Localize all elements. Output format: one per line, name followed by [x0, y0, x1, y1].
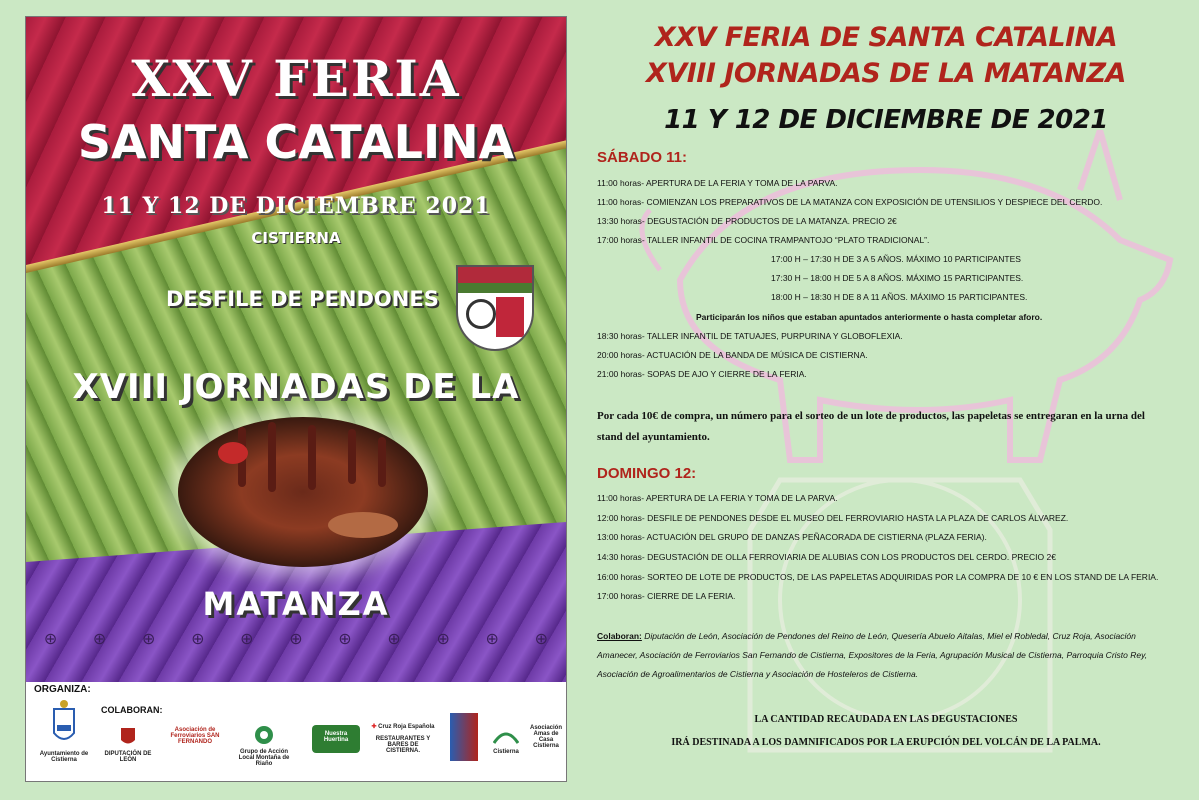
logo-label: DIPUTACIÓN DE LEÓN [104, 751, 152, 763]
event-poster [26, 17, 566, 781]
poster-desfile: DESFILE DE PENDONES [166, 287, 439, 311]
domingo-item: 13:00 horas- ACTUACIÓN DEL GRUPO DE DANZAS PEÑACORADA DE CISTIERNA (PLAZA FERIA). [597, 532, 987, 542]
colaboran-text: Diputación de León, Asociación de Pendones del Reino de León, Quesería Abuelo Aitalas, Miel el Robledal, Cruz Roja, Asociación Amanecer, Asociación de Ferroviarios San Fernando de Cistierna, Expositores de la Feria, Agrupación Musical de Cistierna, Parroquia Cristo Rey, Asociación de Agroalimentarios de Cistierna y Asociación de Hosteleros de Cistierna. [597, 631, 1148, 679]
logo-label: Asociación de Ferroviarios SAN FERNANDO [170, 727, 220, 745]
program-title-line1: XXV FERIA DE SANTA CATALINA [654, 22, 1118, 53]
domingo-item: 16:00 horas- SORTEO DE LOTE DE PRODUCTOS, DE LAS PAPELETAS ADQUIRIDAS POR LA COMPRA DE 10 € EN LOS STAND DE LA FERIA. [597, 572, 1159, 582]
sabado-item: 13:30 horas- DEGUSTACIÓN DE PRODUCTOS DE LA MATANZA. PRECIO 2€ [597, 216, 897, 226]
sorteo-notice: Por cada 10€ de compra, un número para el sorteo de un lote de productos, las papeletas se entregaran en la urna del stand del ayuntamiento. [597, 410, 1145, 443]
domingo-item: 12:00 horas- DESFILE DE PENDONES DESDE EL MUSEO DEL FERROVIARIO HASTA LA PLAZA DE CARLOS ÁLVAREZ. [597, 513, 1069, 523]
huertina-logo [312, 725, 360, 753]
colaboran-block [597, 627, 1167, 684]
logo-label: Cistierna [493, 749, 519, 755]
program-date: 11 Y 12 DE DICIEMBRE DE 2021 [664, 105, 1108, 135]
logo-label: Nuestra Huertina [323, 731, 349, 743]
colaboran-label: COLABORAN: [101, 705, 163, 715]
poster-title-line2: SANTA CATALINA [77, 115, 515, 169]
domingo-item: 14:30 horas- DEGUSTACIÓN DE OLLA FERROVIARIA DE ALUBIAS CON LOS PRODUCTOS DEL CERDO. PRECIO 2€ [597, 552, 1056, 562]
poster-date: 11 Y 12 DE DICIEMBRE 2021 [101, 193, 491, 219]
pendones-crest-icon [458, 267, 532, 349]
sabado-item: 20:00 horas- ACTUACIÓN DE LA BANDA DE MÚSICA DE CISTIERNA. [597, 350, 868, 360]
pendones-logo [450, 713, 478, 761]
program-title-line2: XVIII JORNADAS DE LA MATANZA [646, 58, 1126, 89]
logo-label: Grupo de Acción Local Montaña de Riaño [238, 749, 290, 767]
poster-town: CISTIERNA [251, 229, 341, 247]
poster-jornadas: XVIII JORNADAS DE LA [72, 367, 520, 407]
organiza-label: ORGANIZA: [34, 684, 91, 695]
logo-label: ✚ Cruz Roja Española [371, 724, 435, 730]
final-notice-line2: IRÁ DESTINADA A LOS DAMNIFICADOS POR LA ERUPCIÓN DEL VOLCÁN DE LA PALMA. [671, 737, 1101, 748]
domingo-item: 11:00 horas- APERTURA DE LA FERIA Y TOMA DE LA PARVA. [597, 493, 838, 503]
diputacion-logo [98, 727, 158, 763]
grupo-accion-logo [232, 725, 296, 767]
cruz-roja-logo [370, 723, 436, 754]
poster-matanza: MATANZA [202, 585, 390, 623]
amas-de-casa-logo [528, 725, 564, 749]
sabado-item: 18:30 horas- TALLER INFANTIL DE TATUAJES, PURPURINA Y GLOBOFLEXIA. [597, 331, 903, 341]
sabado-heading: SÁBADO 11: [597, 149, 688, 166]
colaboran-heading: Colaboran: [597, 631, 642, 641]
final-notice-line1: LA CANTIDAD RECAUDADA EN LAS DEGUSTACIONES [754, 714, 1018, 725]
ayuntamiento-logo [34, 699, 94, 763]
poster-crosses: ⊕ ⊕ ⊕ ⊕ ⊕ ⊕ ⊕ ⊕ ⊕ ⊕ ⊕ [43, 629, 549, 648]
logo-label: Ayuntamiento de Cistierna [39, 751, 89, 763]
sabado-note: Participarán los niños que estaban apuntados anteriormente o hasta completar aforo. [696, 312, 1043, 322]
poster-title-line1: XXV FERIA [131, 49, 461, 108]
logo-label: Asociación Amas de Casa Cistierna [529, 725, 562, 749]
sabado-sub-item: 18:00 H – 18:30 H DE 8 A 11 AÑOS. MÁXIMO 15 PARTICIPANTES. [771, 292, 1028, 302]
sabado-item: 17:00 horas- TALLER INFANTIL DE COCINA TRAMPANTOJO “PLATO TRADICIONAL”. [597, 235, 930, 245]
sabado-item: 11:00 horas- COMIENZAN LOS PREPARATIVOS DE LA MATANZA CON EXPOSICIÓN DE UTENSILIOS Y DESPIECE DEL CERDO. [597, 197, 1103, 207]
pig-watermark-icon [620, 130, 1180, 790]
matanza-food-image [178, 417, 428, 567]
logo-label: RESTAURANTES Y BARES DE CISTIERNA. [375, 736, 431, 754]
sabado-item: 11:00 horas- APERTURA DE LA FERIA Y TOMA DE LA PARVA. [597, 178, 838, 188]
domingo-heading: DOMINGO 12: [597, 465, 697, 482]
sabado-sub-item: 17:30 H – 18:00 H DE 5 A 8 AÑOS. MÁXIMO 15 PARTICIPANTES. [771, 273, 1024, 283]
sabado-item: 21:00 horas- SOPAS DE AJO Y CIERRE DE LA FERIA. [597, 369, 807, 379]
sabado-sub-item: 17:00 H – 17:30 H DE 3 A 5 AÑOS. MÁXIMO 10 PARTICIPANTES [771, 254, 1021, 264]
ferroviarios-logo [160, 727, 230, 745]
cistierna-logo [484, 731, 528, 755]
domingo-item: 17:00 horas- CIERRE DE LA FERIA. [597, 591, 736, 601]
